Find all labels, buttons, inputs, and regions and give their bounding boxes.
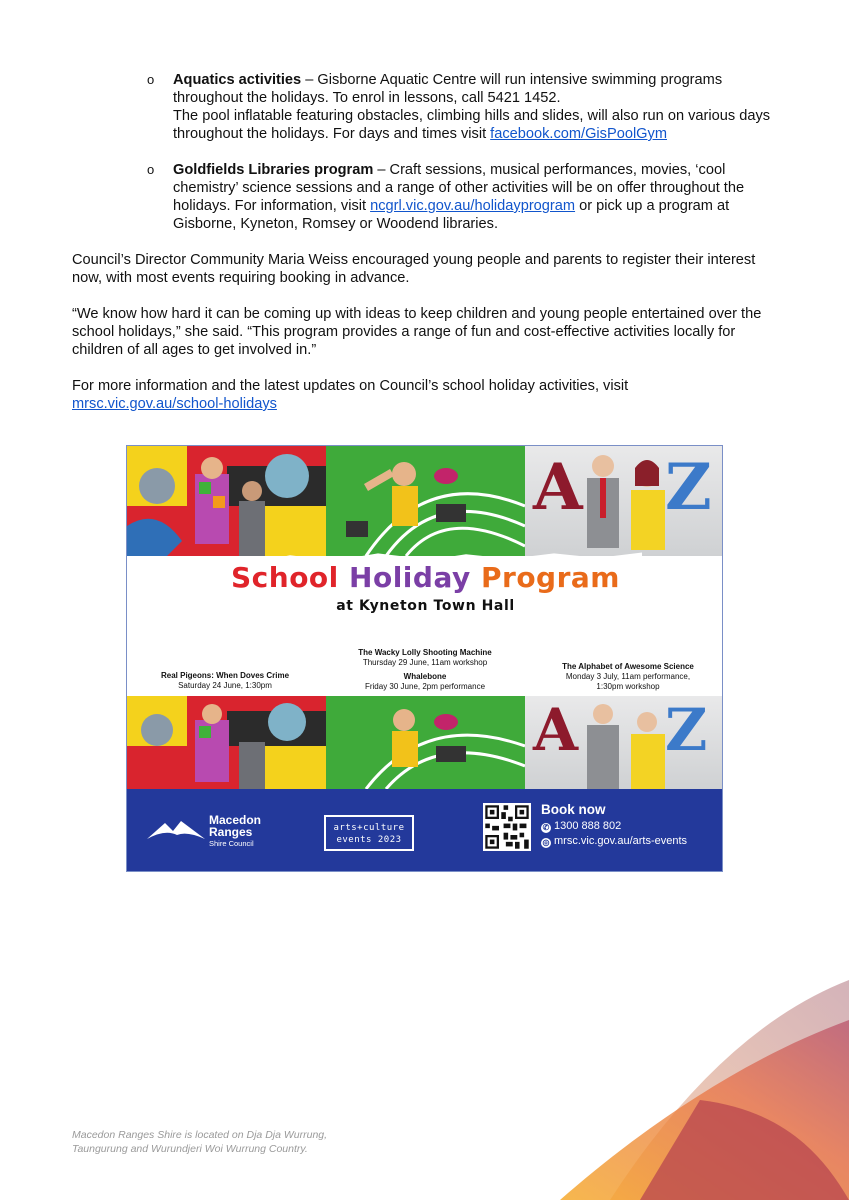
brand-shire-council: Shire Council [209, 839, 254, 848]
quote-paragraph: “We know how hard it can be coming up with ideas to keep children and young people entertained over the school holidays,” she said. “This program provides a range of fun and cost-effective activities locally for children of all ages to get involved in.” [72, 306, 762, 358]
bullet-marker: o [147, 72, 155, 87]
letter-z: Z [665, 450, 712, 525]
facebook-link[interactable]: facebook.com/GisPoolGym [490, 126, 667, 142]
show-title: Whalebone [403, 672, 447, 681]
book-now-heading: Book now [541, 802, 606, 817]
more-info-text: For more information and the latest updates on Council’s school holiday activities, visit [72, 378, 629, 394]
title-word-school: School [231, 561, 339, 594]
letter-z: Z [665, 696, 708, 764]
bullet-body: – Gisborne Aquatic Centre will run intensive swimming programs throughout the holidays. To enrol in lessons, call 5421 1452. [173, 72, 723, 106]
book-website[interactable]: mrsc.vic.gov.au/arts-events [554, 835, 688, 847]
ack-line-2: Taungurung and Wurundjeri Woi Wurrung Country. [72, 1143, 308, 1155]
show-detail-2: 1:30pm workshop [596, 682, 660, 691]
bullet-heading: Goldfields Libraries program [173, 162, 374, 178]
show-detail: Saturday 24 June, 1:30pm [178, 681, 272, 690]
bullet-body-2: The pool inflatable featuring obstacles, climbing hills and slides, will also run on various days throughout the holidays. For days and times visit [173, 108, 771, 142]
ncgrl-link[interactable]: ncgrl.vic.gov.au/holidayprogram [370, 198, 576, 214]
brand-ranges: Ranges [209, 825, 253, 839]
globe-icon: ◎ [542, 838, 550, 847]
ace-line-2: events 2023 [336, 835, 402, 845]
letter-a: A [533, 696, 579, 764]
show-title: The Wacky Lolly Shooting Machine [358, 648, 492, 657]
school-holidays-link[interactable]: mrsc.vic.gov.au/school-holidays [72, 396, 277, 412]
ace-line-1: arts+culture [333, 823, 405, 833]
show-detail: Friday 30 June, 2pm performance [364, 682, 486, 691]
title-word-holiday: Holiday [349, 561, 471, 594]
country-acknowledgement [72, 1128, 392, 1156]
book-phone[interactable]: 1300 888 802 [554, 820, 622, 832]
phone-icon: ✆ [542, 823, 550, 832]
bullet-heading: Aquatics activities [173, 72, 302, 88]
brand-macedon: Macedon [209, 813, 262, 827]
bullet-body-2: or pick up a program at Gisborne, Kyneton, Romsey or Woodend libraries. [173, 198, 730, 232]
bullet-body: – Craft sessions, musical performances, movies, ‘cool chemistry’ science sessions and a range of other activities will be on offer throughout the holidays. For information, visit [173, 162, 745, 214]
poster-subtitle: at Kyneton Town Hall [336, 598, 515, 614]
bullet-marker: o [147, 162, 155, 177]
title-word-program: Program [480, 561, 620, 594]
ack-line-1: Macedon Ranges Shire is located on Dja Dja Wurrung, [72, 1129, 328, 1141]
letter-a: A [533, 450, 583, 525]
show-title: Real Pigeons: When Doves Crime [160, 671, 290, 680]
show-detail: Thursday 29 June, 11am workshop [362, 658, 488, 667]
show-detail: Monday 3 July, 11am performance, [565, 672, 691, 681]
director-paragraph: Council’s Director Community Maria Weiss encouraged young people and parents to register their interest now, with most events requiring booking in advance. [72, 252, 756, 286]
show-title: The Alphabet of Awesome Science [562, 662, 694, 671]
